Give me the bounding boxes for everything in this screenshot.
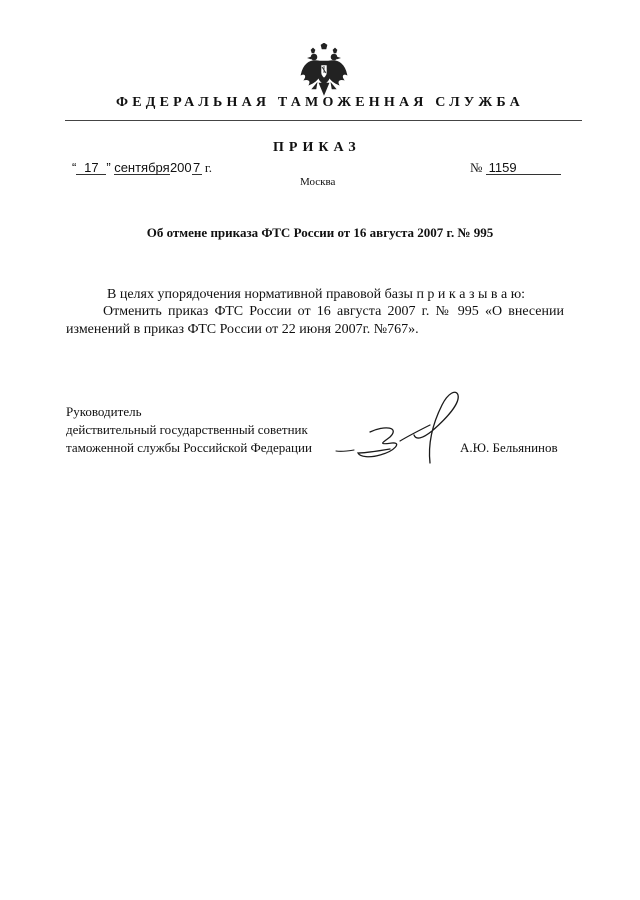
signer-name: А.Ю. Бельянинов bbox=[460, 440, 558, 455]
header-divider bbox=[65, 120, 582, 121]
handwritten-signature-icon bbox=[330, 385, 480, 470]
date-year-unit: г. bbox=[204, 160, 213, 175]
date-year-suffix: 7 bbox=[193, 160, 201, 175]
agency-name: ФЕДЕРАЛЬНАЯ ТАМОЖЕННАЯ СЛУЖБА bbox=[116, 95, 524, 110]
date-year-prefix: 200 bbox=[169, 160, 192, 175]
document-number-line bbox=[470, 160, 561, 176]
document-city: Москва bbox=[300, 176, 336, 188]
order-action-line-1: Отменить приказ ФТС России от 16 августа 2007 г. № 995 «О внесении bbox=[103, 304, 564, 319]
order-action-line-2: изменений в приказ ФТС России от 22 июня 2007г. №767». bbox=[66, 322, 419, 337]
double-headed-eagle-icon bbox=[299, 43, 349, 99]
signer-title-line-3: таможенной службы Российской Федерации bbox=[66, 440, 312, 455]
document-subject: Об отмене приказа ФТС России от 16 августа 2007 г. № 995 bbox=[146, 225, 494, 240]
date-open-quote: “ bbox=[72, 160, 77, 175]
order-intro: В целях упорядочения нормативной правовой базы п р и к а з ы в а ю: bbox=[107, 287, 526, 302]
document-type: ПРИКАЗ bbox=[273, 140, 361, 155]
date-day: 17 bbox=[76, 161, 106, 175]
document-number: 1159 bbox=[486, 161, 561, 175]
date-month: сентября bbox=[114, 160, 170, 175]
signer-title-line-2: действительный государственный советник bbox=[66, 422, 308, 437]
number-label: № bbox=[470, 160, 483, 175]
document-date bbox=[72, 160, 212, 176]
date-close-quote: ” bbox=[106, 160, 111, 175]
signer-title-line-1: Руководитель bbox=[66, 404, 142, 419]
